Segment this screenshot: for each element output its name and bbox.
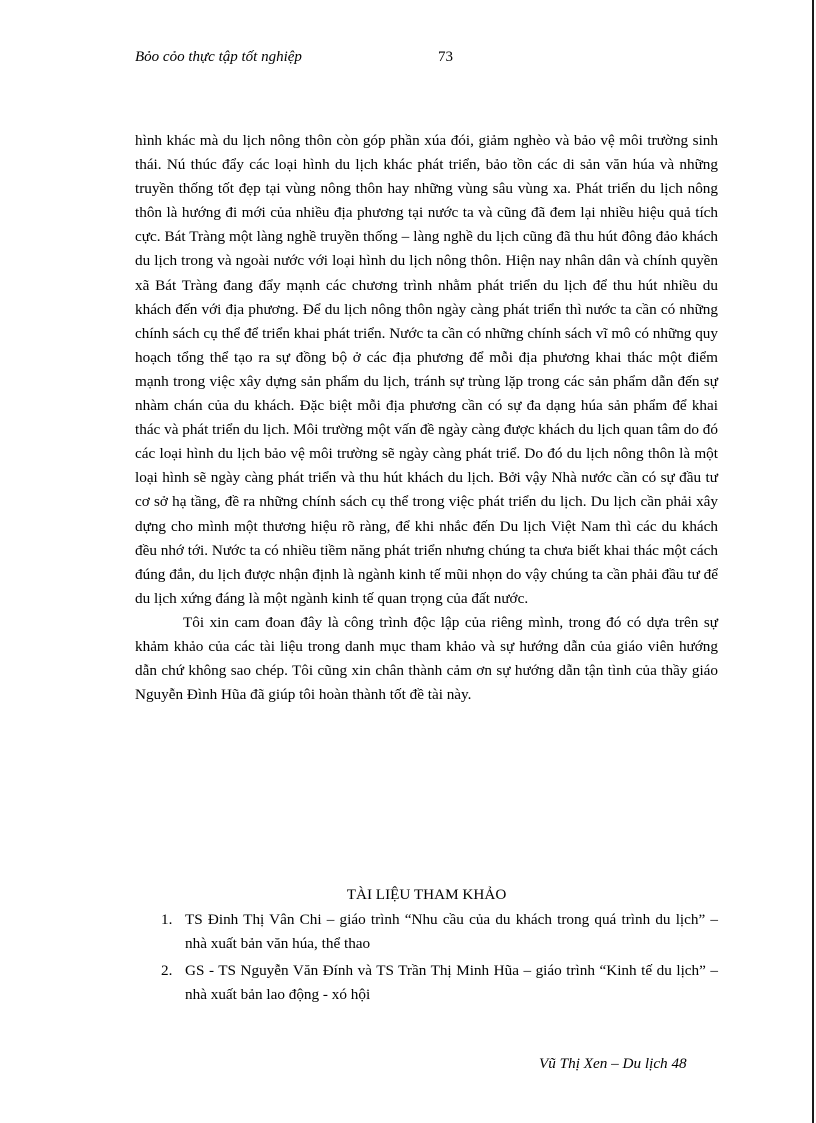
document-title: Bỏo cỏo thực tập tốt nghiệp <box>135 49 302 65</box>
reference-item <box>135 908 718 956</box>
reference-number: 2. <box>161 962 173 980</box>
references-list <box>135 908 718 1010</box>
page-number: 73 <box>438 49 453 65</box>
page-edge <box>812 0 814 1123</box>
reference-number: 1. <box>161 911 173 928</box>
body-text <box>135 129 718 707</box>
references-title: TÀI LIỆU THAM KHẢO <box>346 886 507 903</box>
page-footer: Vũ Thị Xen – Du lịch 48 <box>539 1055 687 1072</box>
reference-text: TS Đinh Thị Vân Chi – giáo trình “Nhu cầu của du khách trong quá trình du lịch” – nhà xuất bản văn húa, thể thao <box>185 911 718 953</box>
paragraph-2: Tôi xin cam đoan đây là công trình độc lập của riêng mình, trong đó có dựa trên sự khảm khảo của các tài liệu trong danh mục tham khảo và sự hướng dẫn của giáo viên hướng dẫn chứ không sao chép. Tôi cũng xin chân thành cảm ơn sự hướng dẫn tận tình của thầy giáo Nguyễn Đình Hũa đã giúp tôi hoàn thành tốt đề tài này. <box>135 613 718 704</box>
paragraph-1: hình khác mà du lịch nông thôn còn góp phần xúa đói, giảm nghèo và bảo vệ môi trường sinh thái. Nú thúc đẩy các loại hình du lịch khác phát triển, bảo tồn các di sản văn húa và những truyền thống tốt đẹp tại vùng nông thôn hay những vùng sâu vùng xa. Phát triển du lịch nông thôn là hướng đi mới của nhiều địa phương tại nước ta và cũng đã đem lại nhiều hiệu quả tích cực. Bát Tràng một làng nghề truyền thống – làng nghề du lịch cũng đã thu hút đông đảo khách du lịch trong và ngoài nước với loại hình du lịch nông thôn. Hiện nay nhân dân và chính quyền xã Bát Tràng đang đẩy mạnh các chương trình nhằm phát triển du lịch để thu hút nhiều du khách đến với địa phương. Để du lịch nông thôn ngày càng phát triển thì nước ta cần có những chính sách cụ thể để triển khai phát triển. Nước ta cần có những chính sách vĩ mô có những quy hoạch tổng thể tạo ra sự đồng bộ ở các địa phương để mỗi địa phương khai thác một điểm mạnh trong việc xây dựng sản phẩm du lịch, tránh sự trùng lặp trong các sản phẩm dẫn đến sự nhàm chán của du khách. Đặc biệt mỗi địa phương cần có sự đa dạng húa sản phẩm để khai thác và phát triển du lịch. Môi trường một vấn đề ngày càng được khách du lịch quan tâm do đó các loại hình du lịch bảo vệ môi trường sẽ ngày càng phát triể. Do đó du lịch nông thôn là một loại hình sẽ ngày càng phát triển và thu hút khách du lịch. Bởi vậy Nhà nước cần có sự đầu tư cơ sở hạ tầng, đề ra những chính sách cụ thể trong việc phát triển du lịch. Du lịch cần phải xây dựng cho mình một thương hiệu rõ ràng, để khi nhắc đến Du lịch Việt Nam thì các du khách đều nhớ tới. Nước ta có nhiều tiềm năng phát triển nhưng chúng ta chưa biết khai thác một cách đúng đắn, du lịch được nhận định là ngành kinh tế mũi nhọn do vậy chúng ta cần phải đầu tư để du lịch xứng đáng là một ngành kinh tế quan trọng của đất nước. <box>135 132 718 607</box>
page-header <box>135 47 735 71</box>
reference-text: GS - TS Nguyễn Văn Đính và TS Trần Thị Minh Hũa – giáo trình “Kinh tế du lịch” – nhà xuất bản lao động - xó hội <box>185 962 718 1004</box>
reference-item <box>135 959 718 1007</box>
